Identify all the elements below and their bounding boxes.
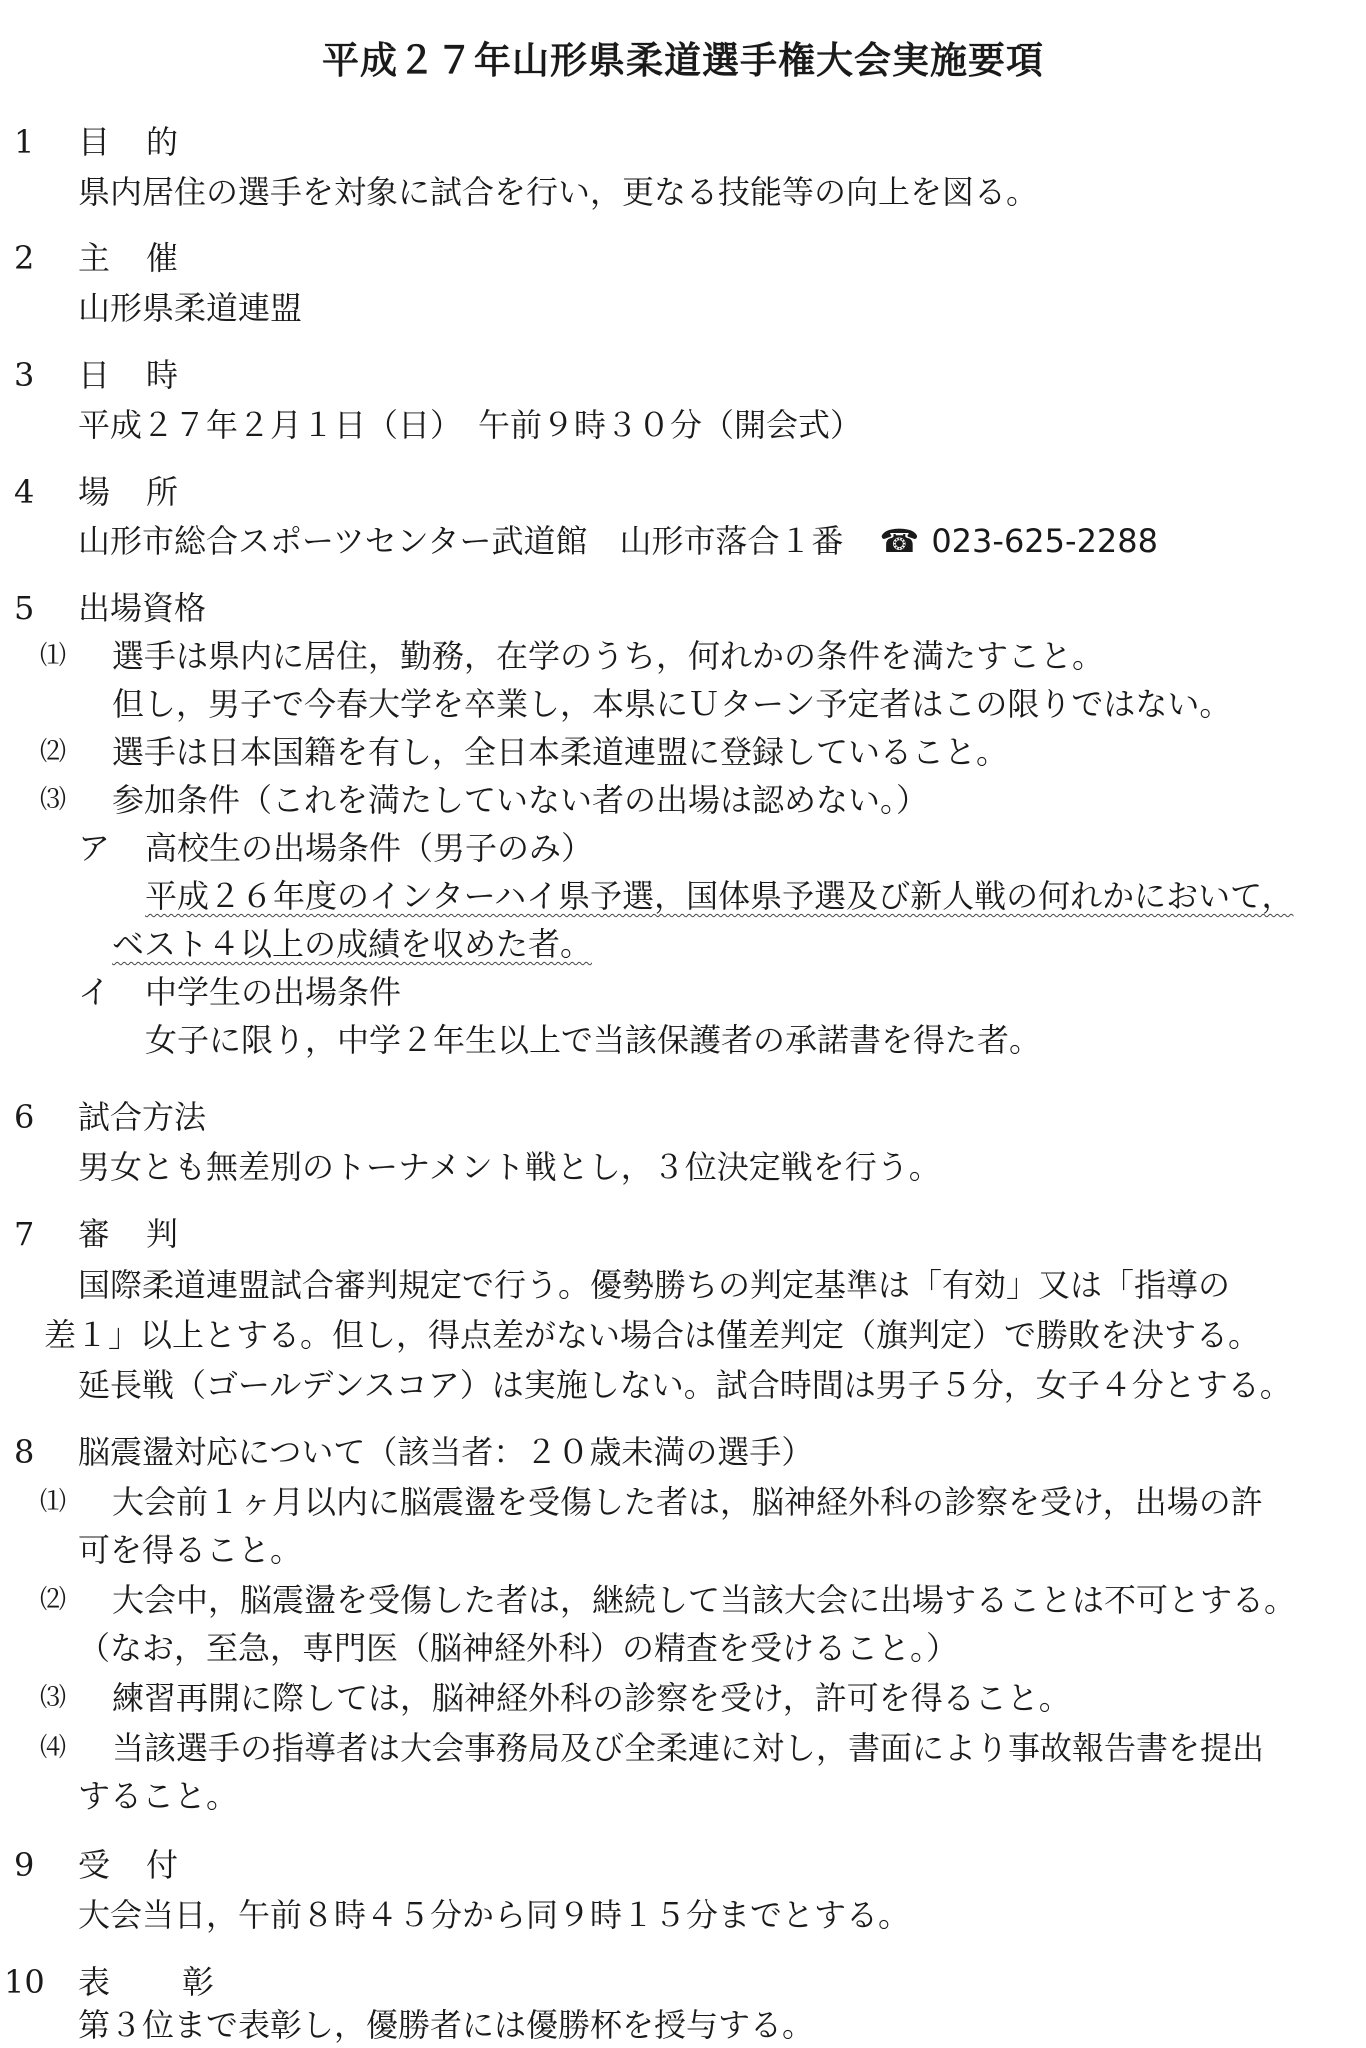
section-8-number: 8 bbox=[14, 1433, 35, 1471]
section-10-number: 10 bbox=[4, 1963, 45, 2001]
section-7-line-3: 延長戦（ゴールデンスコア）は実施しない。試合時間は男子５分，女子４分とする。 bbox=[78, 1366, 1292, 1404]
section-7-line-2: 差１」以上とする。但し，得点差がない場合は僅差判定（旗判定）で勝敗を決する。 bbox=[44, 1316, 1261, 1354]
section-8-item-2-number: ⑵ bbox=[40, 1585, 67, 1615]
section-8-item-2-line-2: （なお，至急，専門医（脳神経外科）の精査を受けること。） bbox=[78, 1629, 959, 1667]
section-5-item-3-line-1: 参加条件（これを満たしていない者の出場は認めない。） bbox=[112, 781, 929, 819]
section-10-body: 第３位まで表彰し，優勝者には優勝杯を授与する。 bbox=[78, 2006, 815, 2044]
document-title: 平成２７年山形県柔道選手権大会実施要項 bbox=[322, 39, 1044, 82]
section-7-heading: 審判 bbox=[78, 1215, 215, 1253]
section-1-number: 1 bbox=[14, 123, 35, 161]
section-7-number: 7 bbox=[14, 1215, 35, 1253]
section-5-item-2-number: ⑵ bbox=[40, 737, 67, 767]
section-2-number: 2 bbox=[14, 239, 35, 277]
section-5-heading: 出場資格 bbox=[78, 589, 207, 627]
section-8-item-1-number: ⑴ bbox=[40, 1487, 67, 1517]
section-1-body: 県内居住の選手を対象に試合を行い，更なる技能等の向上を図る。 bbox=[78, 173, 1039, 211]
sub-item-a-line-2: ベスト４以上の成績を収めた者。 bbox=[112, 925, 593, 963]
section-9-heading: 受付 bbox=[78, 1846, 215, 1884]
section-3-heading: 日時 bbox=[78, 356, 215, 394]
section-8-item-3-number: ⑶ bbox=[40, 1683, 67, 1713]
section-4-number: 4 bbox=[14, 473, 35, 511]
section-8-item-2-line-1: 大会中，脳震盪を受傷した者は，継続して当該大会に出場することは不可とする。 bbox=[112, 1581, 1297, 1619]
section-8-heading: 脳震盪対応について（該当者：２０歳未満の選手） bbox=[78, 1433, 814, 1471]
section-9-body: 大会当日，午前８時４５分から同９時１５分までとする。 bbox=[78, 1896, 911, 1934]
sub-item-a-mark: ア bbox=[78, 829, 111, 867]
section-2-body: 山形県柔道連盟 bbox=[78, 289, 303, 327]
section-8-item-1-line-2: 可を得ること。 bbox=[78, 1531, 303, 1569]
section-5-item-2-line-1: 選手は日本国籍を有し，全日本柔道連盟に登録していること。 bbox=[112, 733, 1009, 771]
section-3-body: 平成２７年２月１日（日） 午前９時３０分（開会式） bbox=[78, 406, 863, 444]
section-5-item-1-line-1: 選手は県内に居住，勤務，在学のうち，何れかの条件を満たすこと。 bbox=[112, 637, 1105, 675]
venue-text: 山形市総合スポーツセンター武道館 山形市落合１番 bbox=[78, 522, 844, 560]
section-4-heading: 場所 bbox=[78, 473, 215, 511]
section-8-item-4-number: ⑷ bbox=[40, 1733, 67, 1763]
section-5-item-1-line-2: 但し，男子で今春大学を卒業し，本県にＵターン予定者はこの限りではない。 bbox=[112, 685, 1232, 723]
section-8-item-3-line-1: 練習再開に際しては，脳神経外科の診察を受け，許可を得ること。 bbox=[112, 1679, 1071, 1717]
section-6-body: 男女とも無差別のトーナメント戦とし，３位決定戦を行う。 bbox=[78, 1148, 941, 1186]
sub-item-i-mark: イ bbox=[78, 973, 111, 1011]
section-9-number: 9 bbox=[14, 1846, 35, 1884]
section-5-number: 5 bbox=[14, 589, 35, 627]
section-2-heading: 主催 bbox=[78, 239, 215, 277]
phone-number: 023-625-2288 bbox=[931, 522, 1158, 560]
section-6-heading: 試合方法 bbox=[78, 1098, 207, 1136]
section-5-item-1-number: ⑴ bbox=[40, 641, 67, 671]
sub-item-i-line-1: 女子に限り，中学２年生以上で当該保護者の承諾書を得た者。 bbox=[145, 1021, 1042, 1059]
section-7-line-1: 国際柔道連盟試合審判規定で行う。優勢勝ちの判定基準は「有効」又は「指導の bbox=[78, 1266, 1231, 1304]
section-1-heading: 目的 bbox=[78, 123, 215, 161]
section-5-item-3-number: ⑶ bbox=[40, 785, 67, 815]
section-4-body-line bbox=[78, 521, 1158, 561]
section-6-number: 6 bbox=[14, 1098, 35, 1136]
section-8-item-4-line-1: 当該選手の指導者は大会事務局及び全柔連に対し，書面により事故報告書を提出 bbox=[112, 1729, 1265, 1767]
sub-item-a-line-1: 平成２６年度のインターハイ県予選，国体県予選及び新人戦の何れかにおいて， bbox=[145, 877, 1294, 915]
section-8-item-4-line-2: すること。 bbox=[78, 1777, 239, 1815]
sub-item-i-title: 中学生の出場条件 bbox=[145, 973, 402, 1011]
phone-icon: ☎ bbox=[879, 522, 920, 560]
sub-item-a-title: 高校生の出場条件（男子のみ） bbox=[145, 829, 594, 867]
section-8-item-1-line-1: 大会前１ヶ月以内に脳震盪を受傷した者は，脳神経外科の診察を受け，出場の許 bbox=[112, 1483, 1263, 1521]
section-10-heading: 表彰 bbox=[78, 1963, 287, 2001]
section-3-number: 3 bbox=[14, 356, 35, 394]
